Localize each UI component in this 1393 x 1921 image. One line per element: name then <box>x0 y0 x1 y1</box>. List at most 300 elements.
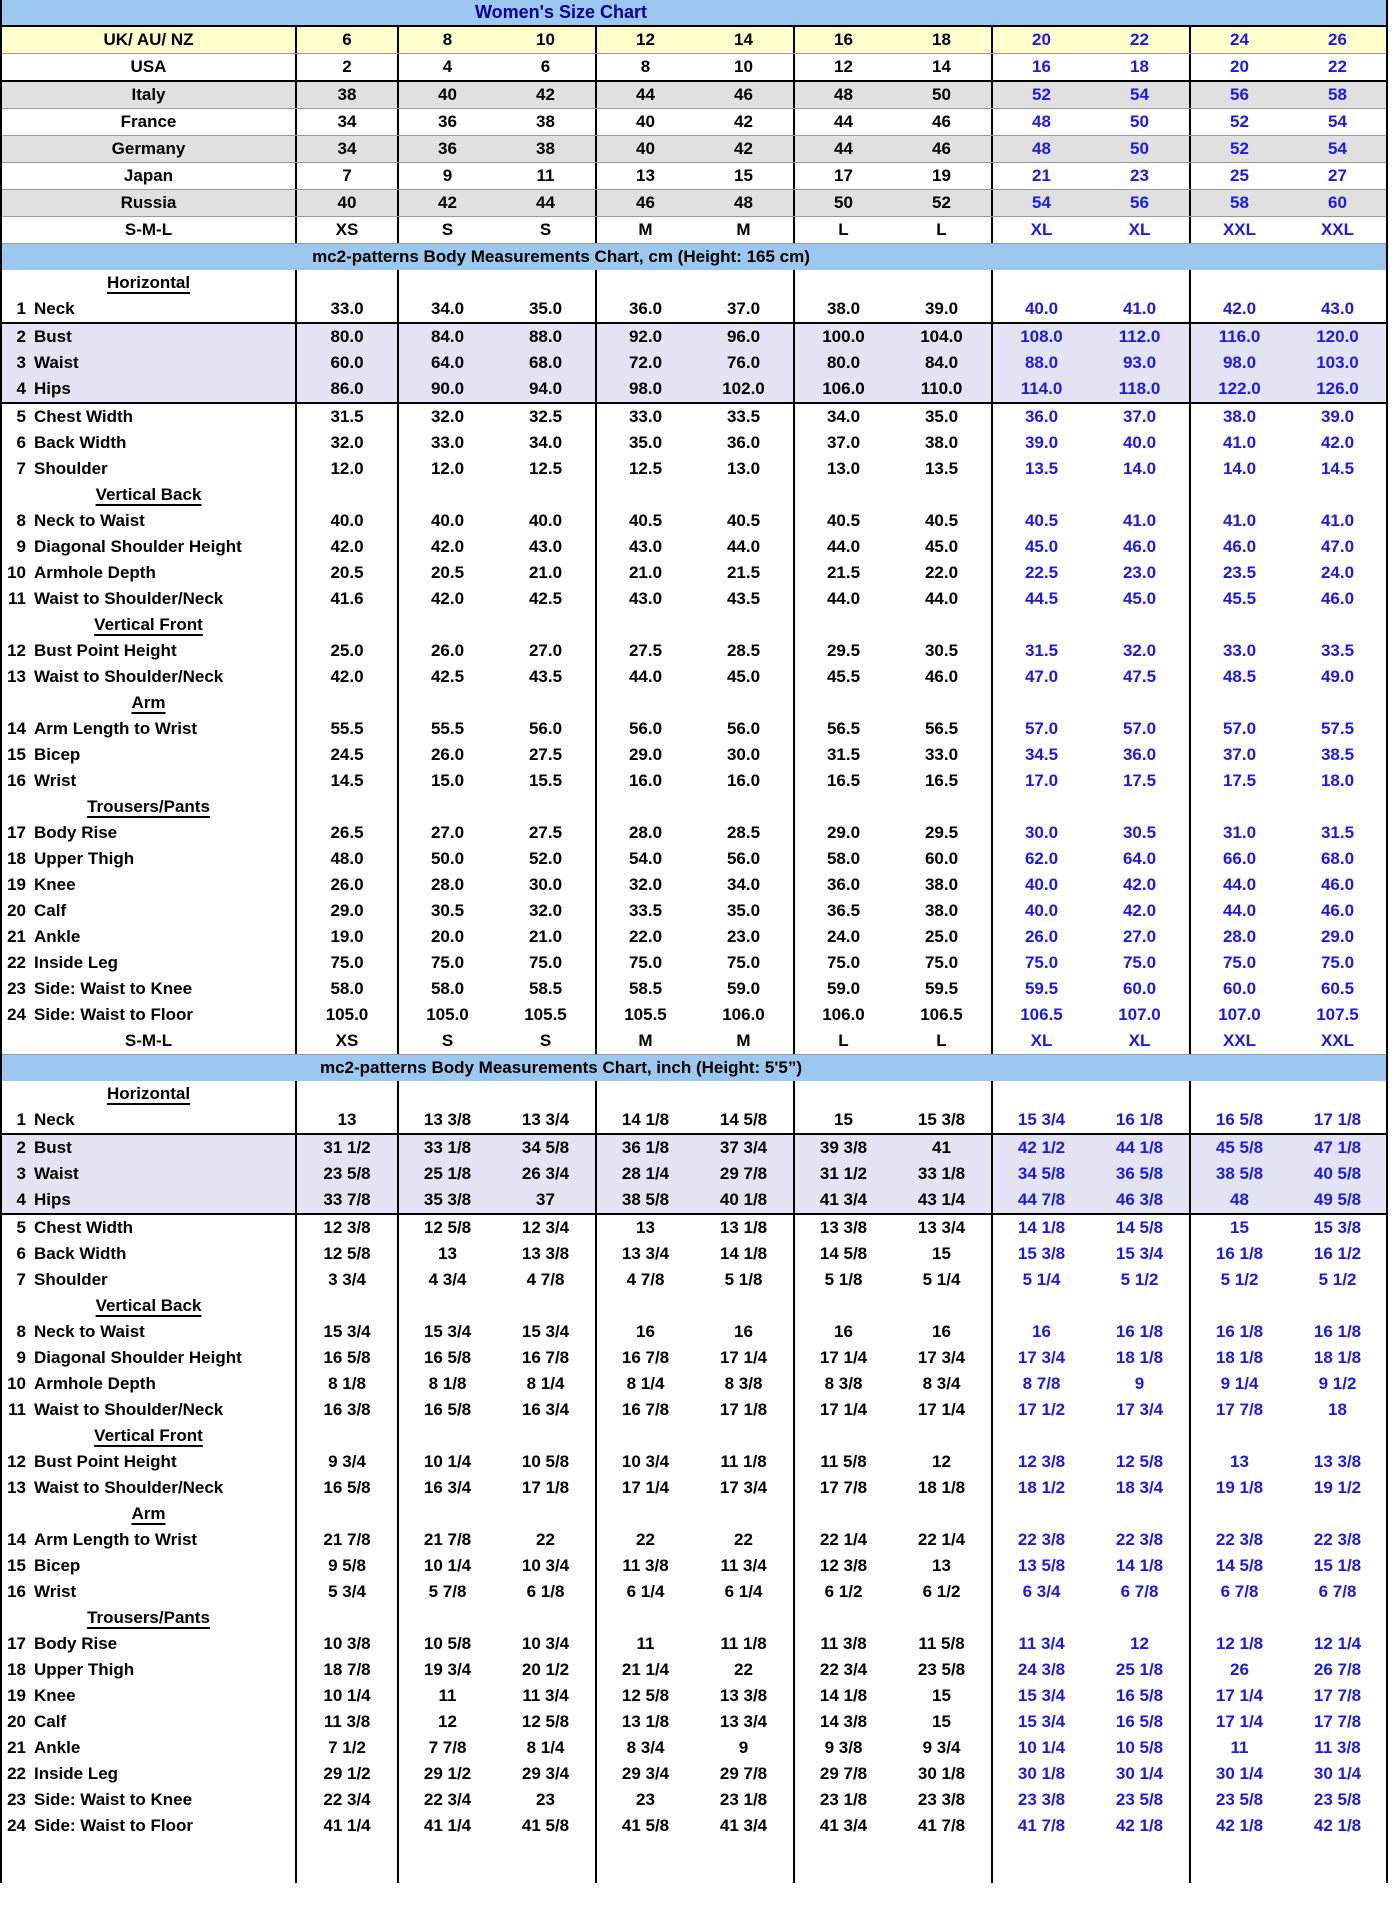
table-cell <box>991 482 1090 508</box>
table-cell <box>1189 1501 1288 1527</box>
table-cell: 38 5/8 <box>595 1187 694 1213</box>
table-cell <box>991 690 1090 716</box>
table-cell <box>1288 1081 1387 1107</box>
table-cell: 44 1/8 <box>1115 1138 1164 1157</box>
inch-section-header: mc2-patterns Body Measurements Chart, inch (Height: 5'5”) <box>2 1054 1386 1081</box>
table-cell: 46.0 <box>1320 589 1355 608</box>
table-cell: 23 <box>536 1790 555 1809</box>
table-row <box>2 108 1386 135</box>
table-cell: 33.0 <box>397 430 496 456</box>
row-label: USA <box>130 57 167 76</box>
row-number: 4 <box>16 1190 26 1209</box>
table-cell: 64.0 <box>397 350 496 376</box>
table-cell: 48 <box>734 193 753 212</box>
table-cell <box>496 794 595 820</box>
table-cell: 75.0 <box>595 950 694 976</box>
table-cell: 38 <box>536 112 555 131</box>
table-cell: 42 1/2 <box>991 1135 1090 1161</box>
table-row <box>2 1527 1386 1553</box>
table-cell <box>1288 1293 1387 1319</box>
table-cell <box>991 1081 1090 1107</box>
table-cell: 41.0 <box>1320 511 1355 530</box>
table-cell <box>295 1605 397 1631</box>
table-row <box>2 1133 1386 1161</box>
table-cell: 75.0 <box>991 950 1090 976</box>
table-cell: 12 5/8 <box>521 1712 570 1731</box>
row-number: 5 <box>16 1218 26 1237</box>
row-number: 2 <box>16 1138 26 1157</box>
table-cell: 29.0 <box>295 898 397 924</box>
table-cell: 23 <box>595 1787 694 1813</box>
table-cell: 47.5 <box>1122 667 1157 686</box>
table-cell: 22 3/4 <box>397 1787 496 1813</box>
table-row <box>2 794 1386 820</box>
row-number: 23 <box>7 979 26 998</box>
table-row <box>2 430 1386 456</box>
table-cell: 15 3/8 <box>917 1110 966 1129</box>
table-cell: 16 7/8 <box>595 1397 694 1423</box>
table-cell: 58 <box>1328 85 1347 104</box>
table-cell <box>295 1293 397 1319</box>
table-cell: 42 <box>734 112 753 131</box>
row-label-text: Inside Leg <box>34 1764 119 1783</box>
table-cell: 7 1/2 <box>295 1735 397 1761</box>
table-cell: 9 3/4 <box>922 1738 961 1757</box>
table-cell <box>694 794 793 820</box>
table-cell: 14.0 <box>1189 456 1288 482</box>
table-cell: 43.0 <box>595 534 694 560</box>
section-label: Horizontal <box>106 273 191 292</box>
table-cell: 80.0 <box>295 324 397 350</box>
table-cell: 15 3/4 <box>521 1322 570 1341</box>
table-row <box>2 1267 1386 1293</box>
table-row <box>2 1002 1386 1028</box>
table-cell: 30 1/8 <box>917 1764 966 1783</box>
table-cell <box>991 1605 1090 1631</box>
table-cell: 23 3/8 <box>917 1790 966 1809</box>
table-cell: 34 <box>295 109 397 135</box>
table-cell: 45.0 <box>924 537 959 556</box>
row-number: 22 <box>7 1764 26 1783</box>
table-cell: 41.6 <box>295 586 397 612</box>
row-label-text: Bust Point Height <box>34 641 177 660</box>
table-cell: 17 3/4 <box>917 1348 966 1367</box>
table-cell: 44.0 <box>1189 872 1288 898</box>
table-cell: 40.0 <box>991 872 1090 898</box>
table-cell: 58.0 <box>397 976 496 1002</box>
row-label <box>2 612 295 638</box>
table-cell: 15 3/4 <box>991 1683 1090 1709</box>
table-cell: 11 <box>595 1631 694 1657</box>
table-cell: 12.5 <box>595 456 694 482</box>
table-cell: 29.0 <box>595 742 694 768</box>
table-cell: 104.0 <box>920 327 963 346</box>
table-cell: 110.0 <box>920 379 963 398</box>
row-label <box>2 638 295 664</box>
table-row <box>2 1345 1386 1371</box>
table-cell: 34.5 <box>991 742 1090 768</box>
table-cell: 35 3/8 <box>397 1187 496 1213</box>
table-cell: 12 1/4 <box>1313 1634 1362 1653</box>
row-label <box>2 324 295 350</box>
table-cell: 13.5 <box>991 456 1090 482</box>
table-cell: 56.5 <box>793 716 892 742</box>
table-cell <box>295 1501 397 1527</box>
table-cell: 16.0 <box>595 768 694 794</box>
table-cell: 22.5 <box>991 560 1090 586</box>
table-cell: 13 <box>295 1107 397 1133</box>
table-cell: 9 1/4 <box>1189 1371 1288 1397</box>
table-cell: 13 3/8 <box>397 1107 496 1133</box>
table-cell: 29.5 <box>793 638 892 664</box>
table-cell: 120.0 <box>1316 327 1359 346</box>
row-label-text: Calf <box>34 1712 67 1731</box>
table-cell: 18.0 <box>1320 771 1355 790</box>
table-cell: 16 <box>595 1319 694 1345</box>
table-cell: 46 <box>595 190 694 216</box>
table-cell: 8 1/8 <box>295 1371 397 1397</box>
row-label <box>2 1527 295 1553</box>
table-cell: 105.0 <box>295 1002 397 1028</box>
table-cell: 98.0 <box>1189 350 1288 376</box>
table-cell: 48 <box>793 82 892 108</box>
row-label <box>2 1683 295 1709</box>
row-label <box>2 950 295 976</box>
table-cell: 38.0 <box>924 433 959 452</box>
table-cell: 26 <box>1328 30 1347 49</box>
table-cell: 17 1/4 <box>793 1345 892 1371</box>
table-cell: 31.5 <box>1320 823 1355 842</box>
table-cell: 94.0 <box>528 379 563 398</box>
table-cell: 30 1/4 <box>1189 1761 1288 1787</box>
row-label <box>2 924 295 950</box>
table-cell <box>595 1501 694 1527</box>
table-cell: 25.0 <box>924 927 959 946</box>
table-row <box>2 1161 1386 1187</box>
table-cell: 12 3/8 <box>793 1553 892 1579</box>
table-cell <box>496 1839 595 1883</box>
table-cell: 49 5/8 <box>1313 1190 1362 1209</box>
table-cell: 28 1/4 <box>595 1161 694 1187</box>
table-cell: 4 <box>397 54 496 80</box>
table-cell: 40.5 <box>793 508 892 534</box>
table-cell: 86.0 <box>295 376 397 402</box>
table-cell: 88.0 <box>528 327 563 346</box>
table-cell: 17 1/4 <box>1189 1709 1288 1735</box>
row-label <box>2 430 295 456</box>
table-cell: 29 3/4 <box>595 1761 694 1787</box>
table-cell <box>595 270 694 296</box>
table-cell: 80.0 <box>793 350 892 376</box>
row-label-text: Waist to Shoulder/Neck <box>34 667 224 686</box>
row-number: 13 <box>7 1478 26 1497</box>
table-cell: 18 7/8 <box>295 1657 397 1683</box>
section-label: Vertical Front <box>94 615 203 634</box>
table-cell: 19 1/8 <box>1189 1475 1288 1501</box>
row-label-text: Neck <box>34 1110 75 1129</box>
table-cell: 8 3/8 <box>724 1374 763 1393</box>
table-cell <box>295 1423 397 1449</box>
table-cell: 22 1/4 <box>917 1530 966 1549</box>
table-cell <box>694 1839 793 1883</box>
table-cell: 5 7/8 <box>397 1579 496 1605</box>
table-cell: 19.0 <box>295 924 397 950</box>
table-cell <box>397 270 496 296</box>
row-number: 19 <box>7 1686 26 1705</box>
table-cell: 9 <box>738 1738 749 1757</box>
row-label-text: Hips <box>34 379 71 398</box>
table-cell: 8 7/8 <box>991 1371 1090 1397</box>
row-label-text: Waist to Shoulder/Neck <box>34 1400 224 1419</box>
table-cell: 16 <box>793 1319 892 1345</box>
row-number: 14 <box>7 1530 26 1549</box>
row-number: 21 <box>7 1738 26 1757</box>
row-number: 6 <box>16 433 26 452</box>
table-cell: 11 <box>536 166 555 185</box>
table-cell: 18 3/4 <box>1115 1478 1164 1497</box>
row-number: 17 <box>7 1634 26 1653</box>
table-cell <box>397 1501 496 1527</box>
table-cell: 41.0 <box>1122 299 1157 318</box>
table-cell: 52 <box>991 82 1090 108</box>
row-label-text: Body Rise <box>34 823 118 842</box>
table-cell: 26 7/8 <box>1313 1660 1362 1679</box>
table-cell <box>1090 794 1189 820</box>
table-cell <box>1189 1423 1288 1449</box>
table-row <box>2 664 1386 690</box>
table-cell: 13 3/4 <box>719 1712 768 1731</box>
table-cell: 17 1/4 <box>917 1400 966 1419</box>
table-cell: 20.5 <box>295 560 397 586</box>
table-cell: 17 1/8 <box>521 1478 570 1497</box>
table-cell <box>496 1081 595 1107</box>
table-cell: 10 5/8 <box>521 1452 570 1471</box>
table-cell: 17 3/4 <box>719 1478 768 1497</box>
table-cell: 27 <box>1328 166 1347 185</box>
table-cell: 29.0 <box>1320 927 1355 946</box>
table-cell: 16 1/8 <box>1189 1241 1288 1267</box>
table-cell: 11 5/8 <box>793 1449 892 1475</box>
table-cell <box>1090 612 1189 638</box>
table-cell: 46 3/8 <box>1115 1190 1164 1209</box>
table-row <box>2 1761 1386 1787</box>
table-cell: 36.0 <box>1122 745 1157 764</box>
table-cell: 23 1/8 <box>793 1787 892 1813</box>
table-cell: 7 7/8 <box>397 1735 496 1761</box>
table-cell: 16 5/8 <box>295 1345 397 1371</box>
table-cell <box>496 1423 595 1449</box>
table-cell: 42.0 <box>1189 296 1288 322</box>
table-row <box>2 508 1386 534</box>
table-cell: 38 <box>295 82 397 108</box>
table-cell: 47 1/8 <box>1313 1138 1362 1157</box>
table-row <box>2 1579 1386 1605</box>
row-label-text: Shoulder <box>34 459 108 478</box>
table-cell: 40.5 <box>726 511 761 530</box>
table-cell: 22 3/8 <box>1189 1527 1288 1553</box>
table-cell: 16 5/8 <box>1115 1686 1164 1705</box>
table-row <box>2 322 1386 350</box>
table-cell: 46.0 <box>1122 537 1157 556</box>
section-label: Vertical Front <box>94 1426 203 1445</box>
table-cell: 15 3/4 <box>991 1709 1090 1735</box>
table-cell: 13 3/4 <box>595 1241 694 1267</box>
table-cell <box>892 690 991 716</box>
table-cell: 26.0 <box>397 742 496 768</box>
table-cell: 55.5 <box>397 716 496 742</box>
table-cell: 16.5 <box>793 768 892 794</box>
table-cell: 22 3/4 <box>793 1657 892 1683</box>
table-cell <box>793 270 892 296</box>
table-cell: 9 3/4 <box>295 1449 397 1475</box>
row-label <box>2 1293 295 1319</box>
row-number: 6 <box>16 1244 26 1263</box>
table-cell: 12 5/8 <box>295 1241 397 1267</box>
table-cell: 24.0 <box>1320 563 1355 582</box>
table-cell: 6 1/2 <box>922 1582 961 1601</box>
table-cell: 50 <box>793 190 892 216</box>
table-cell <box>694 1081 793 1107</box>
table-cell <box>1189 482 1288 508</box>
row-label-text: Waist to Shoulder/Neck <box>34 1478 224 1497</box>
row-number: 23 <box>7 1790 26 1809</box>
table-cell: 37.0 <box>793 430 892 456</box>
table-cell: 36.0 <box>991 404 1090 430</box>
table-cell: 12 <box>595 27 694 53</box>
table-cell: L <box>936 1031 947 1050</box>
table-cell: 22 <box>595 1527 694 1553</box>
table-cell: 54 <box>1328 112 1347 131</box>
row-label-text: Body Rise <box>34 1634 118 1653</box>
table-cell: 39.0 <box>991 430 1090 456</box>
table-cell: 8 <box>397 27 496 53</box>
table-cell: 107.0 <box>1118 1005 1161 1024</box>
row-label <box>2 404 295 430</box>
table-cell: 6 1/2 <box>793 1579 892 1605</box>
table-cell: 31 1/2 <box>793 1161 892 1187</box>
table-cell: 32.0 <box>295 430 397 456</box>
table-cell: 39.0 <box>924 299 959 318</box>
table-cell: 30.5 <box>397 898 496 924</box>
table-cell: S <box>539 1031 552 1050</box>
table-cell <box>496 612 595 638</box>
row-number: 17 <box>7 823 26 842</box>
table-cell <box>1189 1605 1288 1631</box>
table-cell: 57.5 <box>1320 719 1355 738</box>
row-number: 16 <box>7 771 26 790</box>
table-cell: 2 <box>295 54 397 80</box>
table-cell: 45.5 <box>1189 586 1288 612</box>
table-cell: 44.5 <box>991 586 1090 612</box>
row-label <box>2 456 295 482</box>
table-cell: 114.0 <box>991 376 1090 402</box>
table-cell: 23 5/8 <box>1189 1787 1288 1813</box>
table-cell: 6 <box>540 57 551 76</box>
table-row <box>2 1813 1386 1839</box>
table-cell <box>397 1081 496 1107</box>
row-number: 8 <box>16 1322 26 1341</box>
table-cell: 5 1/8 <box>724 1270 763 1289</box>
table-cell: 29 7/8 <box>719 1764 768 1783</box>
row-label <box>2 1161 295 1187</box>
table-cell <box>694 1605 793 1631</box>
table-cell: 43.0 <box>528 537 563 556</box>
table-cell: 12 1/8 <box>1189 1631 1288 1657</box>
table-cell: 29 7/8 <box>793 1761 892 1787</box>
table-cell: 15 <box>932 1244 951 1263</box>
table-cell: 15.0 <box>397 768 496 794</box>
cm-section-header: mc2-patterns Body Measurements Chart, cm (Height: 165 cm) <box>2 243 1386 270</box>
row-label-text: Neck <box>34 299 75 318</box>
table-cell: 10 3/4 <box>521 1634 570 1653</box>
table-cell: 4 7/8 <box>526 1270 565 1289</box>
table-cell: 15 3/4 <box>295 1319 397 1345</box>
table-cell <box>397 690 496 716</box>
table-cell: 106.5 <box>920 1005 963 1024</box>
table-cell: 46.0 <box>1320 901 1355 920</box>
table-cell: 29 3/4 <box>521 1764 570 1783</box>
table-cell: 46 <box>932 112 951 131</box>
table-cell: 34.0 <box>793 404 892 430</box>
table-cell: 44.0 <box>793 586 892 612</box>
row-number: 24 <box>7 1816 26 1835</box>
table-cell: 16 5/8 <box>295 1475 397 1501</box>
table-cell: 31.5 <box>295 404 397 430</box>
table-cell: 34 5/8 <box>991 1161 1090 1187</box>
table-cell <box>1189 1839 1288 1883</box>
table-cell: 12 3/4 <box>521 1218 570 1237</box>
table-cell: 8 3/8 <box>793 1371 892 1397</box>
table-cell <box>496 482 595 508</box>
table-cell <box>1288 690 1387 716</box>
row-label-text: Wrist <box>34 771 77 790</box>
table-cell: 16 5/8 <box>1115 1712 1164 1731</box>
table-cell: M <box>736 220 751 239</box>
table-cell: 122.0 <box>1189 376 1288 402</box>
table-cell: 42.0 <box>295 664 397 690</box>
row-label-text: Arm Length to Wrist <box>34 719 198 738</box>
table-cell: 6 7/8 <box>1120 1582 1159 1601</box>
table-cell: 13 <box>932 1556 951 1575</box>
table-cell: 58.5 <box>595 976 694 1002</box>
table-cell: 48 <box>991 109 1090 135</box>
table-cell: 105.0 <box>397 1002 496 1028</box>
table-cell: 17.0 <box>991 768 1090 794</box>
table-cell: 8 3/4 <box>595 1735 694 1761</box>
row-label <box>2 1839 295 1883</box>
table-cell: 8 1/4 <box>526 1374 565 1393</box>
table-cell <box>1189 690 1288 716</box>
table-cell: 96.0 <box>726 327 761 346</box>
row-label-text: Knee <box>34 875 76 894</box>
table-cell: 10 5/8 <box>397 1631 496 1657</box>
table-cell: 15 <box>734 166 753 185</box>
table-row <box>2 376 1386 402</box>
table-row <box>2 1683 1386 1709</box>
row-label-text: Side: Waist to Knee <box>34 979 193 998</box>
table-cell: 44.0 <box>924 589 959 608</box>
table-cell: 58.5 <box>528 979 563 998</box>
table-cell: 13 5/8 <box>991 1553 1090 1579</box>
row-number: 10 <box>7 563 26 582</box>
table-cell: 75.0 <box>726 953 761 972</box>
cm-measurements-section <box>2 270 1386 1054</box>
table-cell <box>595 1605 694 1631</box>
table-cell: 29 1/2 <box>295 1761 397 1787</box>
row-label-text: Bust <box>34 327 72 346</box>
table-cell: 17 1/8 <box>719 1400 768 1419</box>
chart-title: Women's Size Chart <box>2 0 1386 27</box>
